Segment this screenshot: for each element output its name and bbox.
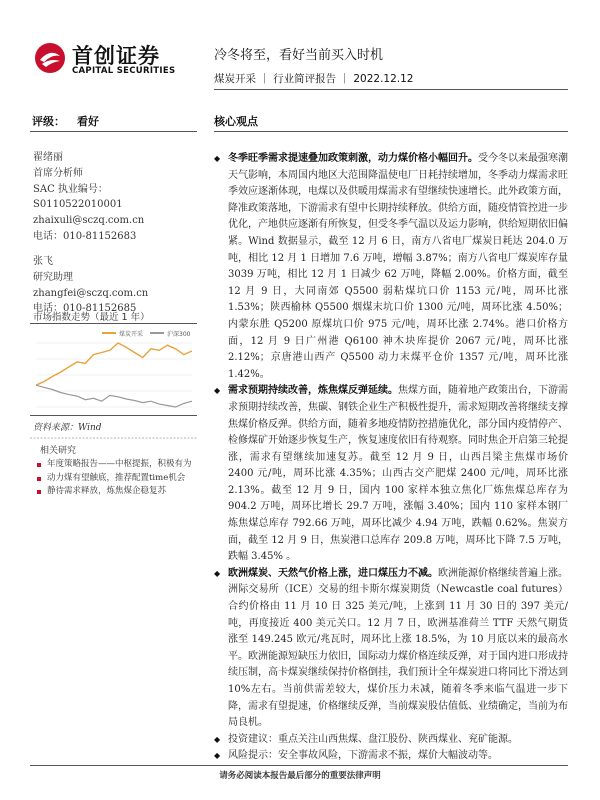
core-views-body xyxy=(214,151,568,765)
view-thermal-coal xyxy=(214,151,568,383)
view-coking-coal xyxy=(214,383,568,566)
series-line-index xyxy=(36,385,192,407)
rating xyxy=(32,113,99,129)
related-research-list xyxy=(37,458,197,499)
right-divider xyxy=(214,131,568,132)
view-investment-advice: ◆ 投资建议：重点关注山西焦煤、盘江股份、陕西煤业、兖矿能源。 xyxy=(214,732,568,749)
capital-securities-logo-icon xyxy=(34,42,66,74)
related-research-title: 相关研究 xyxy=(40,446,77,456)
report-subtitle: 煤炭开采 ｜ 行业简评报告 ｜ 2022.12.12 xyxy=(214,73,414,85)
chart-title: 市场指数走势（最近 1 年） xyxy=(33,312,150,323)
analyst-name: 翟绪丽 xyxy=(33,152,63,163)
view-heading: 需求预期持续改善，炼焦煤反弹延续。 xyxy=(228,385,398,397)
analyst-phone: 电话：010-81152685 xyxy=(33,303,137,315)
chart-bottom-divider xyxy=(30,415,197,416)
legend-label-industry: 煤炭开采 xyxy=(119,331,144,338)
view-heading: 冬季旺季需求提速叠加政策刺激，动力煤价格小幅回升。 xyxy=(228,153,478,164)
view-text: 焦煤方面，随着地产政策出台，下游需求预期持续改善，焦碳、钢铁企业生产积极性提升，需求短期改善将继续支撑焦煤价格反弹。供给方面，随着多地疫情防控措施优化，部分国内疫情停产、检修煤矿开始逐步恢复生产，恢复速度依旧有待观察。同时焦企开启第三轮提涨，需求有望继续加速复苏。截至 12 月 9 日，山西吕梁主焦煤市场价 2400 元/吨，周环比涨 4.35%；山西古交产肥煤 2400 元/吨，周环比涨 2.13%。截至 12 月 9 日，国内 100 家样本独立焦化厂炼焦煤总库存为 904.2 万吨，周环比增长 29.7 万吨，涨幅 3.40%；国内 110 家样本钢厂炼焦煤总库存 792.66 万吨，周环比减少 4.94 万吨，跌幅 0.62%。焦炭方面，截至 12 月 9 日，焦炭港口总库存 209.8 万吨，周环比下降 7.5 万吨，跌幅 3.45% 。 xyxy=(228,385,568,563)
analyst-block-1 xyxy=(33,150,144,245)
analyst-email[interactable]: zhangfei@sczq.com.cn xyxy=(33,287,149,299)
analyst-cert-label: SAC 执业编号： xyxy=(33,183,108,195)
view-text: 受今冬以来最强寒潮天气影响，本周国内地区大范围降温使电厂日耗持续增加，冬季动力煤需求旺季效应逐渐体现，电煤以及供暖用煤需求有望继续快速增长。此外政策方面，降准政策落地，下游需求有望中长期持续释放。供给方面，随疫情管控进一步优化，产地供应逐渐有所恢复，但受冬季气温以及运力影响，供给短期依旧偏紧。Wind 数据显示，截至 12 月 6 日，南方八省电厂煤炭日耗达 204.0 万吨，相比 12 月 1 日增加 7.6 万吨，增幅 3.87%；南方八省电厂煤炭库存量 3039 万吨，相比 12 月 1 日减少 62 万吨，降幅 2.00%。价格方面，截至 12 月 9 日，大同南郊 Q5500 弱粘煤坑口价 1153 元/吨，周环比涨 1.53%；陕西榆林 Q5500 烟煤末坑口价 1300 元/吨，周环比涨 4.50%；内蒙东胜 Q5200 原煤坑口价 975 元/吨，周环比涨 2.74%。港口价格方面，12 月 9 日广州港 Q6100 神木块库提价 2067 元/吨，周环比涨 2.12%；京唐港山西产 Q5500 动力末煤平仓价 1357 元/吨，周环比涨 1.42%。 xyxy=(228,153,568,380)
left-divider xyxy=(30,131,197,132)
analyst-block-2 xyxy=(33,254,148,317)
logo-text-cn: 首创证券 xyxy=(72,44,160,68)
view-europe-energy xyxy=(214,566,568,732)
footer-divider xyxy=(30,765,568,766)
analyst-cert: S0110522010001 xyxy=(33,199,123,211)
core-views-title: 核心观点 xyxy=(214,115,258,128)
analyst-role: 研究助理 xyxy=(33,271,73,283)
chart-top-divider xyxy=(30,323,197,324)
related-research-item[interactable]: 动力煤有望触底，推荐配置time机会 xyxy=(37,472,197,486)
related-research-item[interactable]: 静待需求释放，炼焦煤企稳复苏 xyxy=(37,485,197,499)
view-text: 欧洲能源价格继续普遍上涨。洲际交易所（ICE）交易的纽卡斯尔煤炭期货（Newcastle coal futures）合约价格由 11 月 10 日 325 美元/吨，上涨到 11 月 30 日的 397 美元/吨，再度接近 400 美元关口。12 月 7 日，欧洲基准荷兰 TTF 天然气期货涨至 149.245 欧元/兆瓦时，周环比上涨 18.5%，为 10 月底以来的最高水平。欧洲能源短缺压力依旧，国际动力煤价格连续反弹，对于国内进口形成持续压制，高卡煤炭继续保持价格倒挂，我们预计全年煤炭进口将同比下滑达到 10%左右。当前供需差较大，煤价压力未减，随着冬季来临气温进一步下降，需求有望提速，价格继续反弹，当前煤炭股估值低、业绩确定，当前为布局良机。 xyxy=(228,567,568,729)
related-research-item[interactable]: 年度策略报告——中枢提振，积极有为 xyxy=(37,458,197,472)
analyst-phone: 电话：010-81152683 xyxy=(33,230,137,242)
chart-gridlines xyxy=(36,343,192,407)
analyst-role: 首席分析师 xyxy=(33,167,83,179)
report-title: 冷冬将至，看好当前买入时机 xyxy=(214,48,384,63)
market-index-chart xyxy=(30,325,198,415)
analyst-email[interactable]: zhaixuli@sczq.com.cn xyxy=(33,215,145,227)
legal-footer: 请务必阅读本报告最后部分的重要法律声明 xyxy=(219,771,381,781)
analyst-name: 张飞 xyxy=(33,256,53,267)
logo-text-en: CAPITAL SECURITIES xyxy=(72,66,176,76)
chart-source: 资料来源：Wind xyxy=(33,423,102,433)
view-heading: 欧洲煤炭、天然气价格上涨，进口煤压力不减。 xyxy=(228,567,438,579)
rating-label: 评级： xyxy=(32,115,65,128)
view-risk-warning: ◆ 风险提示：安全事故风险，下游需求不振，煤价大幅波动等。 xyxy=(214,748,568,765)
series-line-industry xyxy=(36,343,192,385)
rating-value: 看好 xyxy=(77,115,99,128)
header-divider xyxy=(214,89,568,90)
legend-label-index: 沪深300 xyxy=(167,331,191,338)
